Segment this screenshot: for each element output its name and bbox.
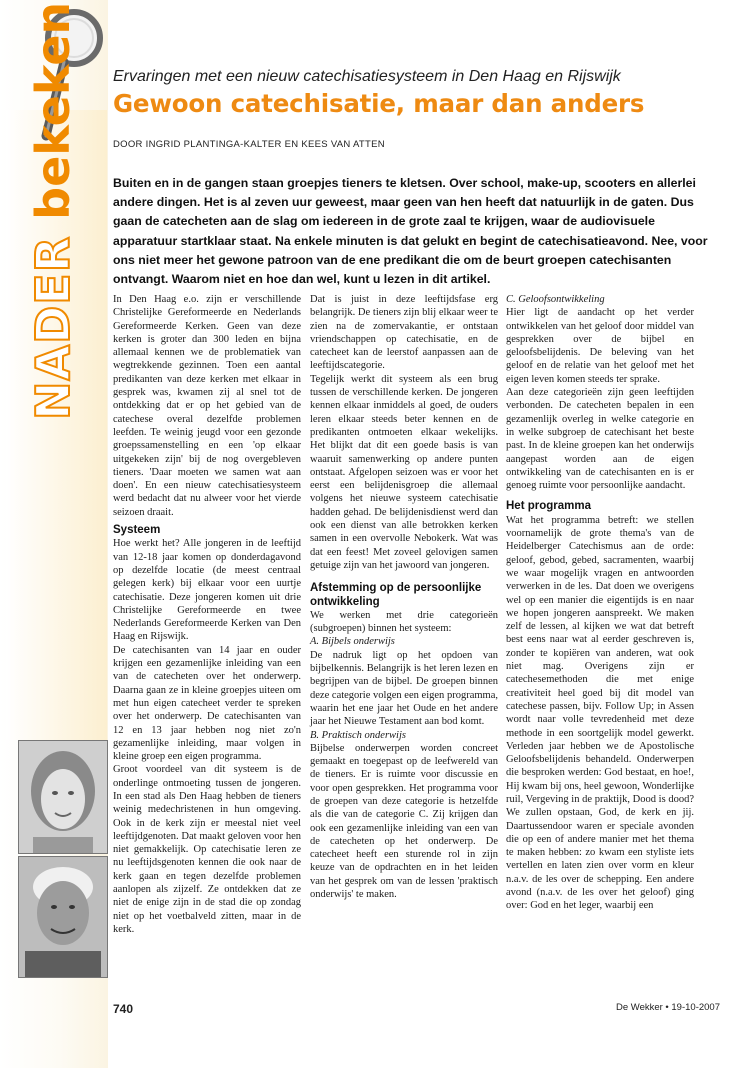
article-title: Gewoon catechisatie, maar dan anders: [113, 89, 645, 118]
paragraph: Groot voordeel van dit systeem is de onderlinge ontmoeting tussen de jongeren. In een stad als Den Haag hebben de tieners weinig medechristenen in hun omgeving. Ook in de kerk zijn er meestal niet veel leeftijdgenoten. Dat maakt geloven voor hen niet gemakkelijk. Op catechisatie leren ze nu leeftijdsgenoten kennen die ook naar de kerk gaan en tegen dezelfde problemen aanlopen als zijzelf. Ze ontdekken dat ze niet de enige zijn in de stad die op zondag niet op het voetbalveld zitten, maar in de kerk.: [113, 764, 301, 935]
lead-paragraph: Buiten en in de gangen staan groepjes tieners te kletsen. Over school, make-up, scooters en allerlei andere dingen. Het is al zeven uur geweest, maar geen van hen heeft dat natuurlijk in de gaten. Dus gaan de catecheten aan de slag om iedereen in de grote zaal te krijgen, waar de audiovisuele apparatuur startklaar staat. Na enkele minuten is dat gelukt en begint de catechisatieavond. Nee, voor ons niet meer het gewone patroon van de ene predikant die om de beurt groepen catechisanten ontvangt. Waarom niet en hoe dan wel, kunt u lezen in dit artikel.: [113, 176, 708, 287]
byline: DOOR INGRID PLANTINGA-KALTER EN KEES VAN ATTEN: [113, 139, 385, 150]
sidebar-decoration: [0, 0, 108, 1068]
author-photo-man: [18, 856, 108, 978]
paragraph: In Den Haag e.o. zijn er verschillende Christelijke Gereformeerde en Nederlands Gereformeerde Kerken. Geen van deze kerken is groter dan 300 leden en bijna allemaal kennen we de problematiek van wegtrekkende gezinnen. Toen een aantal predikanten van deze kerken met elkaar in gesprek was, kwamen zij al snel tot de ontdekking dat er op het gebied van de catechese overal dezelfde problemen leefden. Te weinig jeugd voor een gezonde groepssamenstelling en een 'op elkaar uitgekeken zijn' bij de nog overgebleven tieners. 'Daar moeten we samen wat aan doen'. En een nieuw catechisatiesysteem werd bedacht dat nu alweer voor het vierde seizoen draait.: [113, 294, 301, 518]
paragraph: Wat het programma betreft: we stellen voornamelijk de grote thema's van de Heidelberger Catechismus aan de orde: geloof, gebod, gebed, sacramenten, waarbij we waar mogelijk vragen en antwoorden verwerken in de les. Dat doen we overigens wel op een manier die eigentijds is en naar we hopen jongeren aanspreekt. We maken zelf de lessen, al kijken we wat dat betreft best eens naar wat al eerder geschreven is, zonder te kopiëren van anderen, wat ook niet mag. Overigens zijn er catechesemethoden die met enige creativiteit heel goed bij dit model van catechese passen, bijv. Follow Up; in Assen wordt naar volle tevredenheid met deze methode in een soortgelijk model gewerkt. Verleden jaar hebben we de Apostolische Geloofsbelijdenis behandeld. Onderwerpen die besproken werden: God bestaat, en hoe!, Hij kwam bij ons, heel gewoon, Wonderlijke ruil, Vergeving in de praktijk, Dood is dood? We zullen opstaan, God, de kerk en jij. Daartussendoor waren er speciale avonden die op een of andere manier met het thema te maken hebben: zo kwam een styliste iets vertellen en laten zien over vorm en kleur n.a.v. de les over de schepping. Een andere avond (n.a.v. de les over het geloof) ging over: God en het leger, waarbij een: [506, 514, 694, 912]
subheading-c: C. Geloofsontwikkeling: [506, 294, 605, 305]
paragraph: Hier ligt de aandacht op het verder ontwikkelen van het geloof door middel van gesprekken over de bijbel en geloofsbelijdenis. De beleving van het geloof en de relatie van het geloof met het eigen leven komen steeds ter sprake.: [506, 307, 694, 385]
paragraph: We werken met drie categorieën (subgroepen) binnen het systeem:: [310, 609, 498, 635]
paragraph: De nadruk ligt op het opdoen van bijbelkennis. Belangrijk is het leren lezen en begrijpen van de bijbel. De groepen binnen deze categorie volgen een eigen programma, waarin het ene jaar het Oude en het andere jaar het Nieuwe Testament aan bod komt.: [310, 649, 498, 728]
article-subtitle: Ervaringen met een nieuw catechisatiesysteem in Den Haag en Rijswijk: [113, 68, 621, 85]
paragraph: Aan deze categorieën zijn geen leeftijden verbonden. De catecheten bepalen in een gezamenlijk overleg in welke categorie en in welke subgroep de catechisant het beste past. In de kleine groepen kan het onderwijs aangepast worden aan de eigen ontwikkeling van de catechisanten en is er genoeg ruimte voor persoonlijke aandacht.: [506, 387, 694, 492]
column-1: [113, 293, 301, 936]
page-number: 740: [113, 1002, 134, 1016]
section-label-part1: NADER: [26, 235, 80, 420]
column-2: [310, 293, 498, 901]
subheading-b: B. Praktisch onderwijs: [310, 729, 406, 741]
subheading-a: A. Bijbels onderwijs: [310, 636, 395, 648]
heading-systeem: Systeem: [113, 524, 161, 537]
column-3: [506, 293, 694, 913]
section-label-part2: bekeken: [26, 1, 80, 220]
publication-footer: De Wekker • 19-10-2007: [615, 1002, 720, 1013]
heading-afstemming: Afstemming op de persoonlijke ontwikkeling: [310, 582, 482, 608]
paragraph: De catechisanten van 14 jaar en ouder krijgen een gezamenlijke inleiding van een van de catecheten over het onderwerp. Daarna gaan ze in kleine groepjes uiteen om met hun eigen catecheet verder te spreken over het onderwerp. De catechisanten van 12 en 13 jaar hebben nog niet zo'n gezamenlijke inleiding, maar volgen in kleine groep een eigen programma.: [113, 644, 301, 763]
paragraph: Dat is juist in deze leeftijdsfase erg belangrijk. De tieners zijn blij elkaar weer te zien na de zomervakantie, er ontstaan vriendschappen op catechisatie, en de catecheet kan de leerstof aanpassen aan de leeftijdscategorie.: [310, 294, 498, 372]
paragraph: Hoe werkt het? Alle jongeren in de leeftijd van 12-18 jaar komen op donderdagavond op dezelfde locatie (de meest centraal gelegen kerk) bij elkaar voor een uurtje catechisatie. Deze jongeren komen uit drie Christelijke Gereformeerde en twee Nederlands Gereformeerde Kerken van Den Haag en Rijswijk.: [113, 538, 301, 643]
paragraph: Bijbelse onderwerpen worden concreet gemaakt en toegepast op de leefwereld van de tieners. Er is ruimte voor discussie en voor open gesprekken. Het programma voor de groepen van deze categorie is hetzelfde als die van de categorie C. Zij krijgen dan ook een gezamenlijke inleiding van een van de catecheten op het onderwerp. De catecheet heeft een sturende rol in zijn keuze van de opdrachten en in het leiden van het gesprek om van de lessen 'praktisch onderwijs' te maken.: [310, 742, 498, 901]
author-photo-woman: [18, 740, 108, 854]
paragraph: Tegelijk werkt dit systeem als een brug tussen de verschillende kerken. De jongeren kennen elkaar inmiddels al goed, de ouders leren elkaar steeds beter kennen en de predikanten ontmoeten elkaar wekelijks. Het blijkt dat dit een goede basis is van waaruit samenwerking op andere punten ontstaat. Afgelopen seizoen was er voor het eerst een belijdenisgroep die allemaal volgens het nieuwe systeem catechisatie hadden gehad. De belijdenisdienst werd dan ook een dienst van alle betrokken kerken samen in een overvolle Nebokerk. Wat was dat een feest! Met zoveel gelovigen samen getuige zijn van het jawoord van jongeren.: [310, 373, 498, 571]
heading-programma: Het programma: [506, 500, 591, 513]
